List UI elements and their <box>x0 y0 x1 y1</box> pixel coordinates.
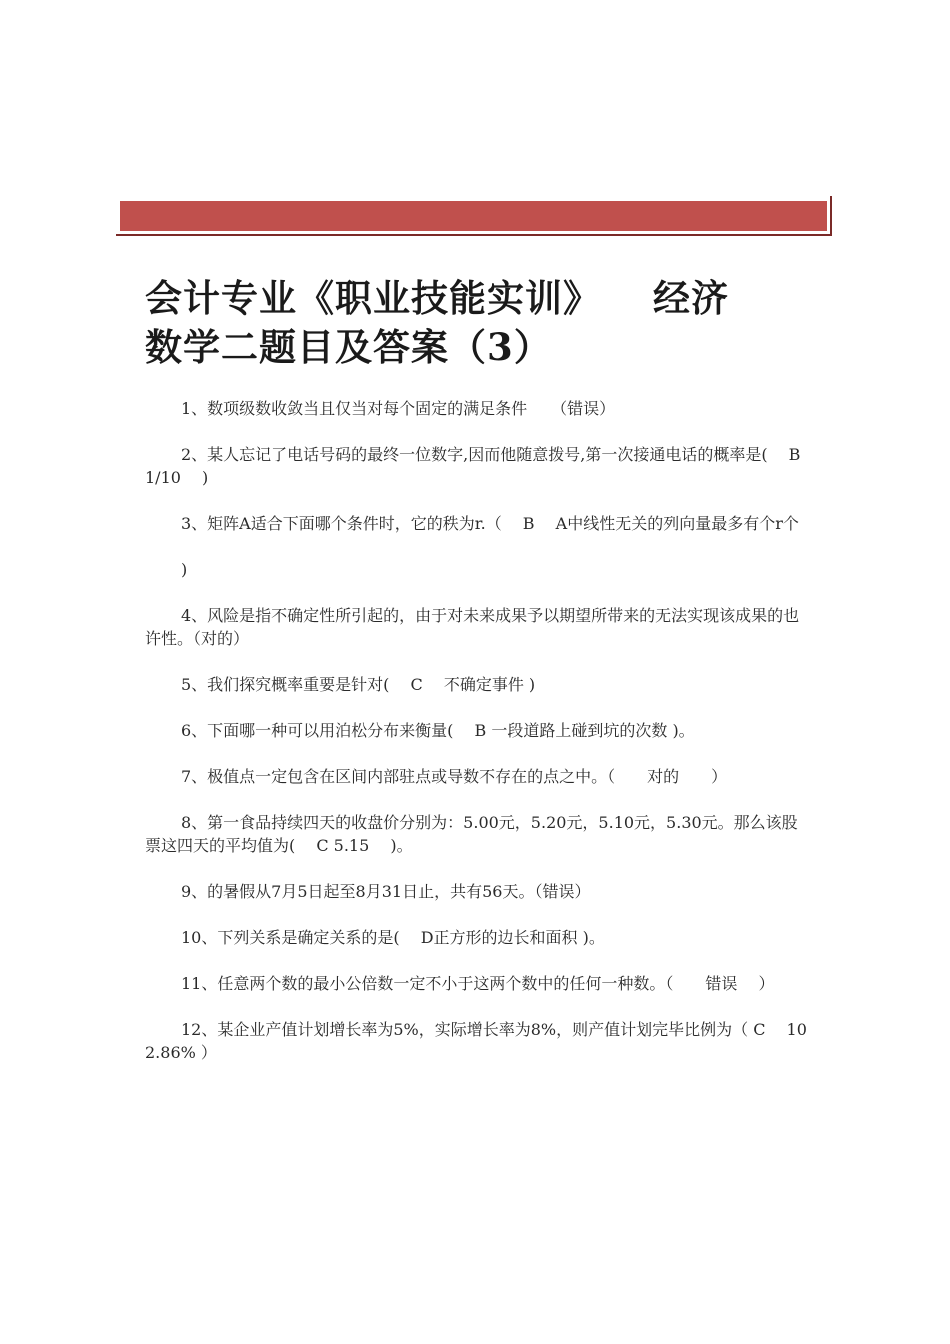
question-10: 10、下列关系是确定关系的是( D正方形的边长和面积 )。 <box>181 928 605 947</box>
question-11: 11、任意两个数的最小公倍数一定不小于这两个数中的任何一种数。（ 错误 ） <box>181 974 775 993</box>
title-line-1: 会计专业《职业技能实训》 <box>145 276 601 320</box>
document-body <box>145 397 822 1087</box>
question-7: 7、极值点一定包含在区间内部驻点或导数不存在的点之中。（ 对的 ） <box>181 767 728 786</box>
question-6: 6、下面哪一种可以用泊松分布来衡量( B 一段道路上碰到坑的次数 )。 <box>181 721 695 740</box>
question-5: 5、我们探究概率重要是针对( C 不确定事件 ) <box>181 675 536 694</box>
question-3: 3、矩阵A适合下面哪个条件时，它的秩为r.（ B A中线性无关的列向量最多有个r个 <box>181 514 799 533</box>
title-line-1-end: 经济 <box>653 276 729 320</box>
header-banner-bar <box>120 201 827 231</box>
document-title <box>145 274 825 372</box>
question-3-continued: ) <box>181 560 188 579</box>
question-2: 2、某人忘记了电话号码的最终一位数字,因而他随意拨号,第一次接通电话的概率是( B 1/10 ) <box>145 445 822 487</box>
question-12: 12、某企业产值计划增长率为5%，实际增长率为8%，则产值计划完毕比例为（ C 102.86% ） <box>145 1020 807 1062</box>
question-8: 8、第一食品持续四天的收盘价分别为：5.00元，5.20元，5.10元，5.30元。那么该股票这四天的平均值为( C 5.15 )。 <box>145 813 798 855</box>
title-line-2: 数学二题目及答案（3） <box>145 325 552 369</box>
question-1: 1、数项级数收敛当且仅当对每个固定的满足条件 （错误） <box>181 399 616 418</box>
question-4: 4、风险是指不确定性所引起的，由于对未来成果予以期望所带来的无法实现该成果的也许性。（对的） <box>145 606 800 648</box>
question-9: 9、的暑假从7月5日起至8月31日止，共有56天。（错误） <box>181 882 591 901</box>
